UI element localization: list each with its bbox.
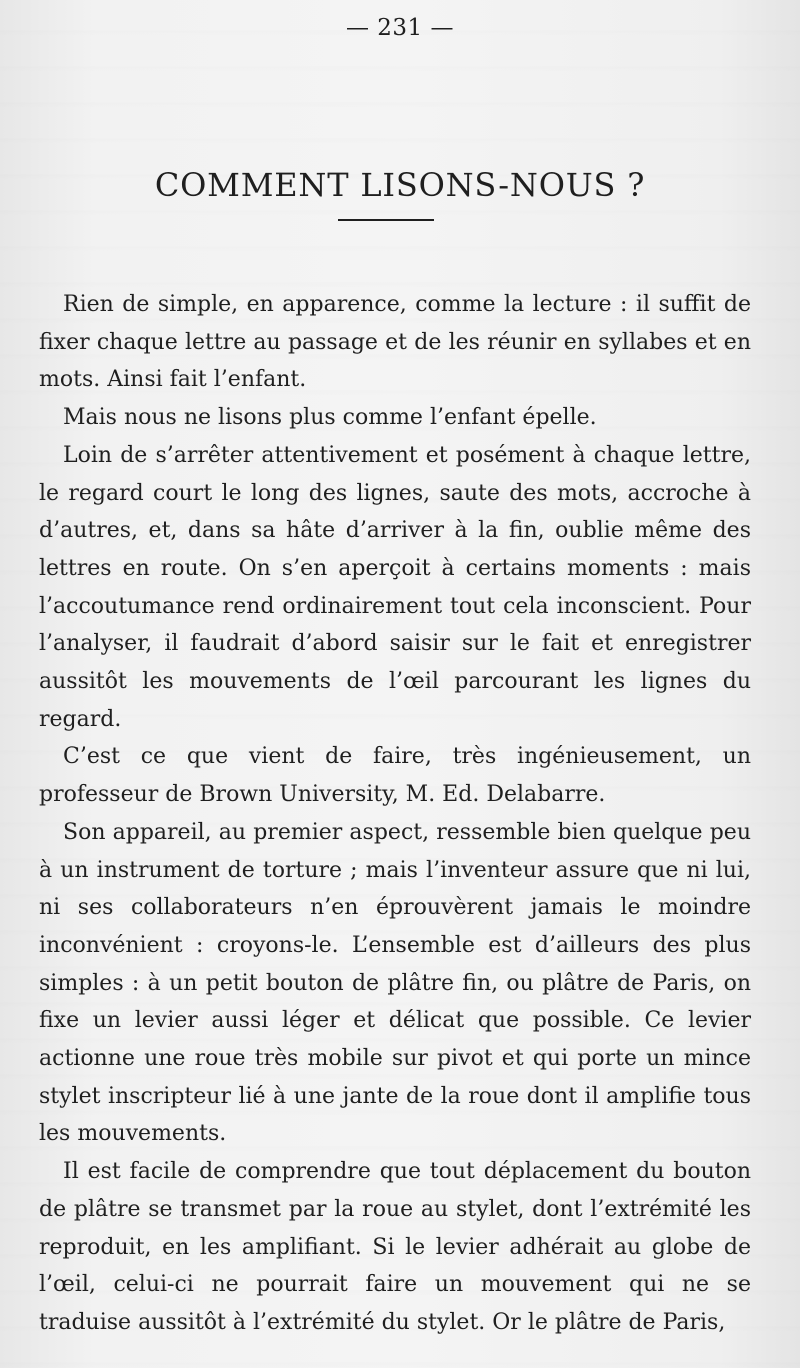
paragraph: C’est ce que vient de faire, très ingénieusement, un professeur de Brown University, M. Ed. Delabarre. [39, 744, 751, 808]
paragraph: Il est facile de comprendre que tout déplacement du bouton de plâtre se transmet par la roue au stylet, dont l’extrémité les reproduit, en les amplifiant. Si le levier adhérait au globe de l’œil, celui-ci ne pourrait faire un mouvement qui ne se traduise aussitôt à l’extrémité du stylet. Or le plâtre de Paris, [39, 1159, 751, 1335]
title-rule [338, 219, 434, 221]
paragraph: Rien de simple, en apparence, comme la lecture : il suffit de fixer chaque lettre au passage et de les réunir en syllabes et en mots. Ainsi fait l’enfant. [39, 292, 751, 393]
paragraph: Loin de s’arrêter attentivement et posément à chaque lettre, le regard court le long des lignes, saute des mots, accroche à d’autres, et, dans sa hâte d’arriver à la fin, oublie même des lettres en route. On s’en aperçoit à certains moments : mais l’accoutumance rend ordinairement tout cela inconscient. Pour l’analyser, il faudrait d’abord saisir sur le fait et enregistrer aussitôt les mouvements de l’œil parcourant les lignes du regard. [39, 442, 751, 732]
chapter-title: COMMENT LISONS-NOUS ? [154, 166, 646, 205]
paragraph: Son appareil, au premier aspect, ressemble bien quelque peu à un instrument de torture ; mais l’inventeur assure que ni lui, ni ses collaborateurs n’en éprouvèrent jamais le moindre inconvénient : croyons-le. L’ensemble est d’ailleurs des plus simples : à un petit bouton de plâtre fin, ou plâtre de Paris, on fixe un levier aussi léger et délicat que possible. Ce levier actionne une roue très mobile sur pivot et qui porte un mince stylet inscripteur lié à une jante de la roue dont il amplifie tous les mouvements. [39, 819, 751, 1147]
body-text [39, 286, 751, 1342]
page-number: — 231 — [345, 15, 455, 41]
paragraph: Mais nous ne lisons plus comme l’enfant épelle. [63, 405, 597, 431]
